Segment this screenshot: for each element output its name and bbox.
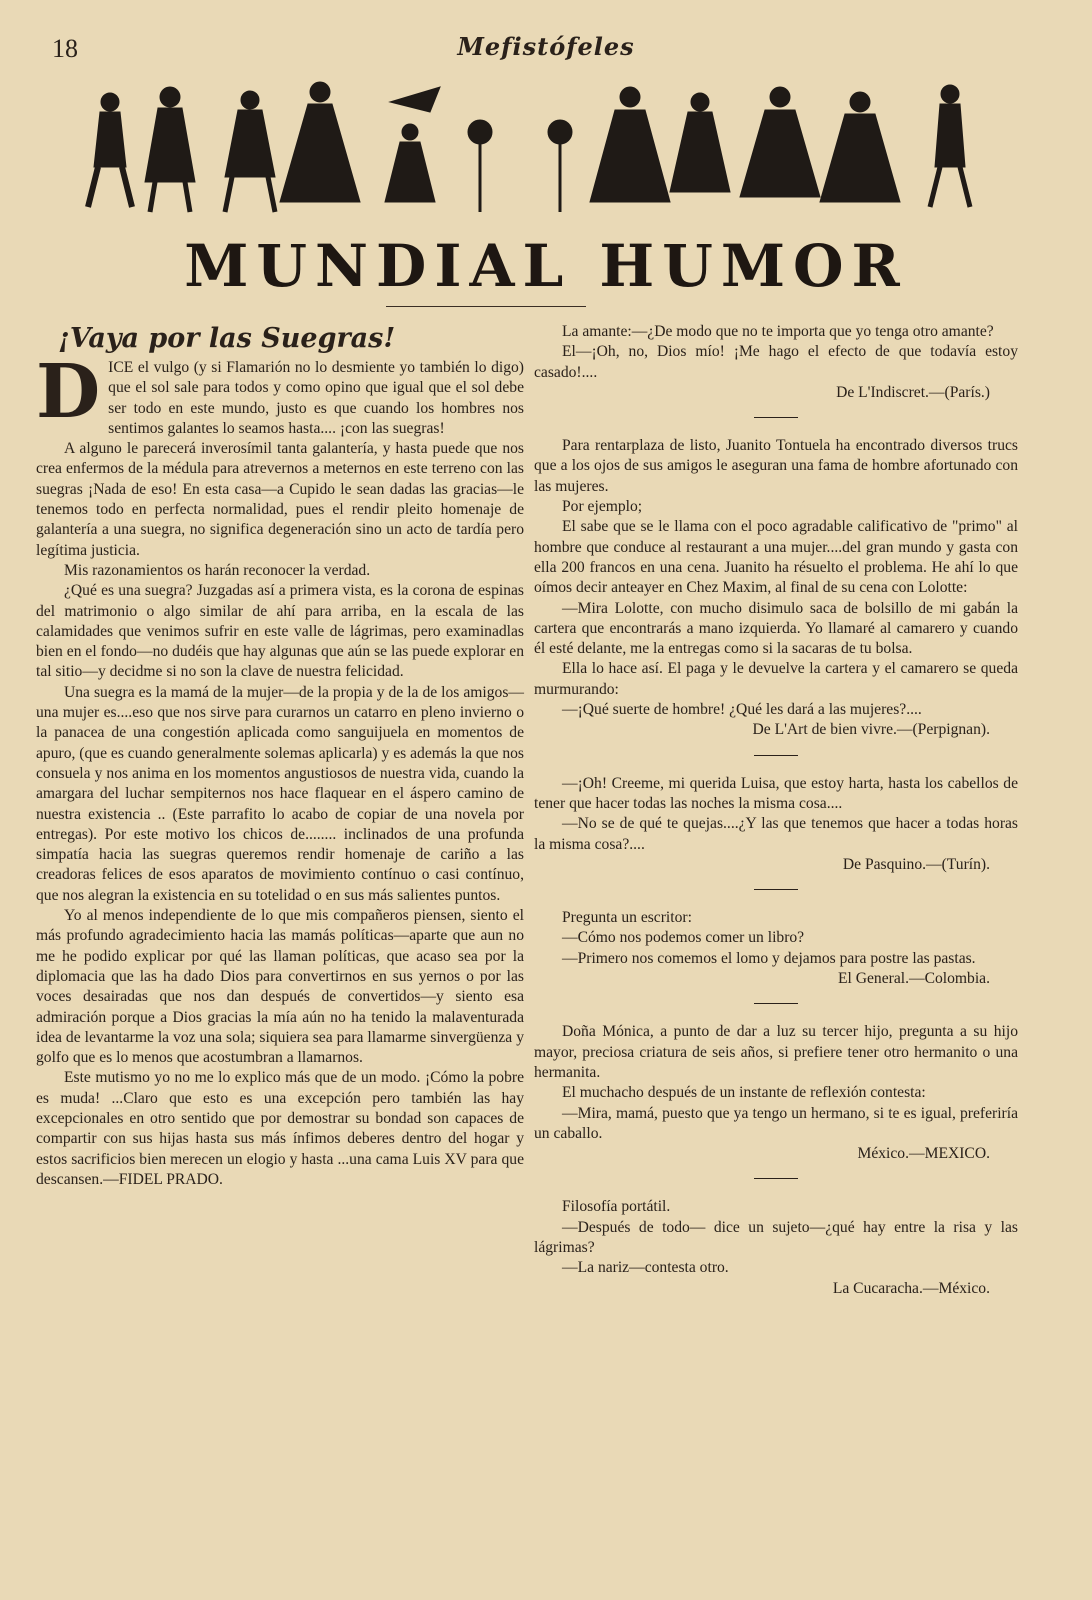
- article-paragraph: A alguno le parecerá inverosímil tanta galantería, y hasta puede que nos crea enfermos de la médula para atrevernos a meternos en este terreno con las suegras ¡Nada de eso! En esta casa—a Cupido le sean dadas las gracias—le tenemos todo en perfecta normalidad, pues el rendir pleito homenaje de galantería a una suegra, no significa degeneración sino un acto de tardía pero legítima justicia.: [36, 440, 524, 559]
- joke-line: Para rentarplaza de listo, Juanito Tontuela ha encontrado diversos trucs que a los ojos de sus amigos le aseguran una fama de hombre afortunado con las mujeres.: [534, 437, 1018, 495]
- article-paragraph: ¿Qué es una suegra? Juzgadas así a primera vista, es la corona de espinas del matrimonio o algo similar de ahí para arriba, en la escala de las calamidades que venimos sufrir en este valle de lágrimas, pero examinadlas bien en el fondo—no dudéis que hay algunas que aún se las puede explorar en tal sitio—y decidme si no son la clave de nuestra felicidad.: [36, 582, 524, 681]
- joke-source: De Pasquino.—(Turín).: [842, 855, 990, 873]
- separator-rule: [754, 889, 798, 890]
- separator-rule: [754, 755, 798, 756]
- article-paragraph: DICE el vulgo (y si Flamarión no lo desmiente yo también lo digo) que el sol sale para todos y como opino que igual que el sol debe ser todo en este mundo, justo es que cuando los hombres nos sentimos galantes lo seamos hasta.... ¡con las suegras!: [36, 349, 524, 437]
- jokes-column: [534, 322, 1018, 1299]
- separator-rule: [754, 1003, 798, 1004]
- joke-line: Ella lo hace así. El paga y le devuelve la cartera y el camarero se queda murmurando:: [534, 660, 1018, 698]
- drop-cap: D: [36, 349, 101, 435]
- magazine-name: Mefistófeles: [457, 32, 635, 61]
- joke-line: —Mira Lolotte, con mucho disimulo saca de bolsillo de mi gabán la cartera que encontrarás a mano izquierda. Yo llamaré al camarero y cuando él esté delante, me la entregas como si la sacaras de tu bolsa.: [534, 599, 1018, 658]
- joke-line: —¡Qué suerte de hombre! ¿Qué les dará a las mujeres?....: [562, 701, 922, 719]
- joke-line: —Después de todo— dice un sujeto—¿qué hay entre la risa y las lágrimas?: [534, 1218, 1018, 1256]
- title-rule: [386, 306, 586, 307]
- separator-rule: [754, 1178, 798, 1179]
- joke-line: Por ejemplo;: [562, 498, 643, 516]
- joke-line: —Mira, mamá, puesto que ya tengo un hermano, si te es igual, preferiría un caballo.: [534, 1104, 1018, 1142]
- joke-line: —La nariz—contesta otro.: [562, 1259, 729, 1277]
- joke-line: Doña Mónica, a punto de dar a luz su tercer hijo, pregunta a su hijo mayor, preciosa criatura de seis años, si prefiere tener otro hermanito o una hermanita.: [534, 1023, 1018, 1081]
- joke-source: De L'Indiscret.—(París.): [836, 383, 990, 401]
- article-paragraph: Mis razonamientos os harán reconocer la verdad.: [64, 561, 371, 579]
- joke-line: El sabe que se le llama con el poco agradable calificativo de "primo" al hombre que conduce al restaurant a una mujer....del gran mundo y gasta con ella 200 francos en una cena. Juanito ha résuelto el problema. He ahí lo que oímos decir anteayer en Chez Maxim, al final de su cena con Lolotte:: [534, 518, 1018, 597]
- joke-line: —Primero nos comemos el lomo y dejamos para postre las pastas.: [562, 949, 976, 967]
- article-paragraph: Una suegra es la mamá de la mujer—de la propia y de la de los amigos—una mujer es....eso que nos sirve para curarnos un catarro en pleno invierno o la panacea de una congestión aplicada como sanguijuela en momentos de apuro, (que es cuando generalmente solemas aplicarla) y es además la que nos consuela y nos anima en los momentos angustiosos de nuestra vida, cuando la amargara del luchar sempiternos nos hace flaquear en el áspero camino de nuestra existencia .. (Este parrafito lo acabo de copiar de una novela por entregas). Por este motivo los chicos de........ inclinados de una profunda simpatía hacia las suegras queremos rendir homenaje de cariño a las creadoras felices de esos aparatos de movimiento contínuo o casi contínuo, que nos alegran la existencia en su totelidad o en sus más salientes puntos.: [36, 683, 524, 904]
- joke-line: Pregunta un escritor:: [562, 909, 692, 927]
- article-paragraph: Yo al menos independiente de lo que mis compañeros piensen, siento el más profundo agradecimiento hacia las mamás políticas—aparte que aun no me he podido explicar por qué las llaman políticas, que acaso sea por la diplomacia que las ha dado Dios para convertirnos en sus yernos o por las voces desairadas que nos dan después de convertidos—y siento esa admiración porque a Dios gracias la mía aún no ha tenido la malaventurada idea de levantarme la voz una sola; siquiera sea para llamarme sinvergüenza y golfo que es lo menos que acostumbran a llamarnos.: [36, 907, 524, 1067]
- separator-rule: [754, 417, 798, 418]
- joke-source: México.—MEXICO.: [857, 1145, 990, 1163]
- joke-source: El General.—Colombia.: [837, 970, 990, 988]
- joke-source: La Cucaracha.—México.: [832, 1279, 990, 1297]
- page-number: 18: [52, 34, 78, 63]
- article-paragraph: Este mutismo yo no me lo explico más que de un modo. ¡Cómo la pobre es muda! ...Claro que esto es una excepción pero también las hay excepcionales en otro sentido que por demostrar su bondad son capaces de compartir con sus hijas hasta sus más ínfimos deberes dentro del hogar y estos sacrificios bien merecen un elogio y hasta ...una cama Luis XV para que descansen.—FIDEL PRADO.: [36, 1069, 524, 1188]
- joke-line: El—¡Oh, no, Dios mío! ¡Me hago el efecto de que todavía estoy casado!....: [534, 343, 1018, 381]
- joke-line: —No se de qué te quejas....¿Y las que tenemos que hacer a todas horas la misma cosa?....: [534, 815, 1018, 853]
- joke-line: El muchacho después de un instante de reflexión contesta:: [562, 1084, 926, 1102]
- joke-source: De L'Art de bien vivre.—(Perpignan).: [752, 721, 990, 739]
- joke-line: Filosofía portátil.: [562, 1198, 671, 1216]
- joke-line: La amante:—¿De modo que no te importa que yo tenga otro amante?: [562, 323, 994, 340]
- section-title: MUNDIAL HUMOR: [184, 232, 908, 300]
- caricature-frieze: [60, 72, 1000, 222]
- joke-line: —Cómo nos podemos comer un libro?: [562, 929, 805, 947]
- article-title: ¡Vaya por las Suegras!: [58, 323, 396, 354]
- joke-line: —¡Oh! Creeme, mi querida Luisa, que estoy harta, hasta los cabellos de tener que hacer todas las noches la misma cosa....: [534, 774, 1018, 812]
- article-column: [36, 322, 524, 1190]
